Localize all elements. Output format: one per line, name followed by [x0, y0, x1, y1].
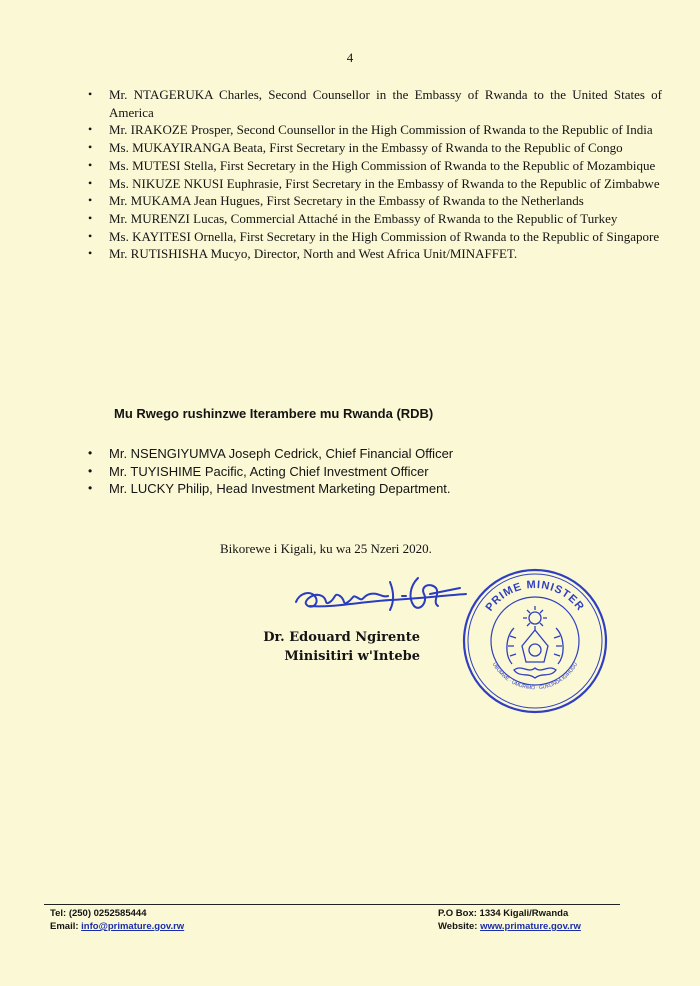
- signatory-block: [250, 628, 420, 666]
- list-item: • Ms. MUTESI Stella, First Secretary in the High Commission of Rwanda to the Republic of Mozambique: [88, 157, 662, 175]
- tel-value: (250) 0252585444: [68, 908, 147, 919]
- email-label: Email:: [50, 921, 79, 932]
- website-link[interactable]: www.primature.gov.rw: [480, 921, 581, 932]
- page-number: 4: [346, 50, 354, 65]
- signatory-name: Dr. Edouard Ngirente: [263, 630, 420, 645]
- list-item: • Ms. KAYITESI Ornella, First Secretary in the High Commission of Rwanda to the Republic of Singapore: [88, 228, 662, 246]
- signatory-title: Minisitiri w'Intebe: [284, 649, 420, 664]
- list-item: • Ms. NIKUZE NKUSI Euphrasie, First Secretary in the Embassy of Rwanda to the Republic of Zimbabwe: [88, 175, 662, 193]
- footer-contact-left: [50, 907, 184, 933]
- footer-divider: [44, 904, 620, 905]
- footer-contact-right: [438, 907, 581, 933]
- list-item: • Mr. NSENGIYUMVA Joseph Cedrick, Chief Financial Officer: [88, 445, 662, 463]
- list-item: • Mr. TUYISHIME Pacific, Acting Chief Investment Officer: [88, 463, 662, 481]
- list-item: • Mr. MUKAMA Jean Hugues, First Secretary in the Embassy of Rwanda to the Netherlands: [88, 192, 662, 210]
- list-item: • Ms. MUKAYIRANGA Beata, First Secretary in the Embassy of Rwanda to the Republic of Congo: [88, 139, 662, 157]
- list-item: • Mr. MURENZI Lucas, Commercial Attaché in the Embassy of Rwanda to the Republic of Turkey: [88, 210, 662, 228]
- svg-text:UBUMWE · UMURIMO · GUKUNDA IGI: [491, 661, 580, 691]
- list-item: • Mr. RUTISHISHA Mucyo, Director, North and West Africa Unit/MINAFFET.: [88, 245, 662, 263]
- website-label: Website:: [438, 921, 478, 932]
- prime-minister-seal-image: [460, 566, 610, 716]
- signature-image: [290, 572, 470, 622]
- list-item: • Mr. NTAGERUKA Charles, Second Counsellor in the Embassy of Rwanda to the United States of America: [88, 86, 662, 121]
- seal-top-text: PRIME MINISTER: [483, 578, 587, 614]
- seal-bottom-text: UBUMWE · UMURIMO · GUKUNDA IGIHUGU: [490, 661, 580, 692]
- tel-label: Tel:: [50, 908, 67, 919]
- place-and-date: Bikorewe i Kigali, ku wa 25 Nzeri 2020.: [220, 541, 432, 556]
- diplomat-list: [88, 86, 662, 263]
- rdb-section-heading: Mu Rwego rushinzwe Iterambere mu Rwanda (RDB): [114, 406, 434, 421]
- list-item: • Mr. IRAKOZE Prosper, Second Counsellor in the High Commission of Rwanda to the Republic of India: [88, 121, 662, 139]
- list-item: • Mr. LUCKY Philip, Head Investment Marketing Department.: [88, 480, 662, 498]
- rdb-official-list: [88, 445, 662, 498]
- email-link[interactable]: info@primature.gov.rw: [81, 921, 185, 932]
- po-box: P.O Box: 1334 Kigali/Rwanda: [438, 908, 569, 919]
